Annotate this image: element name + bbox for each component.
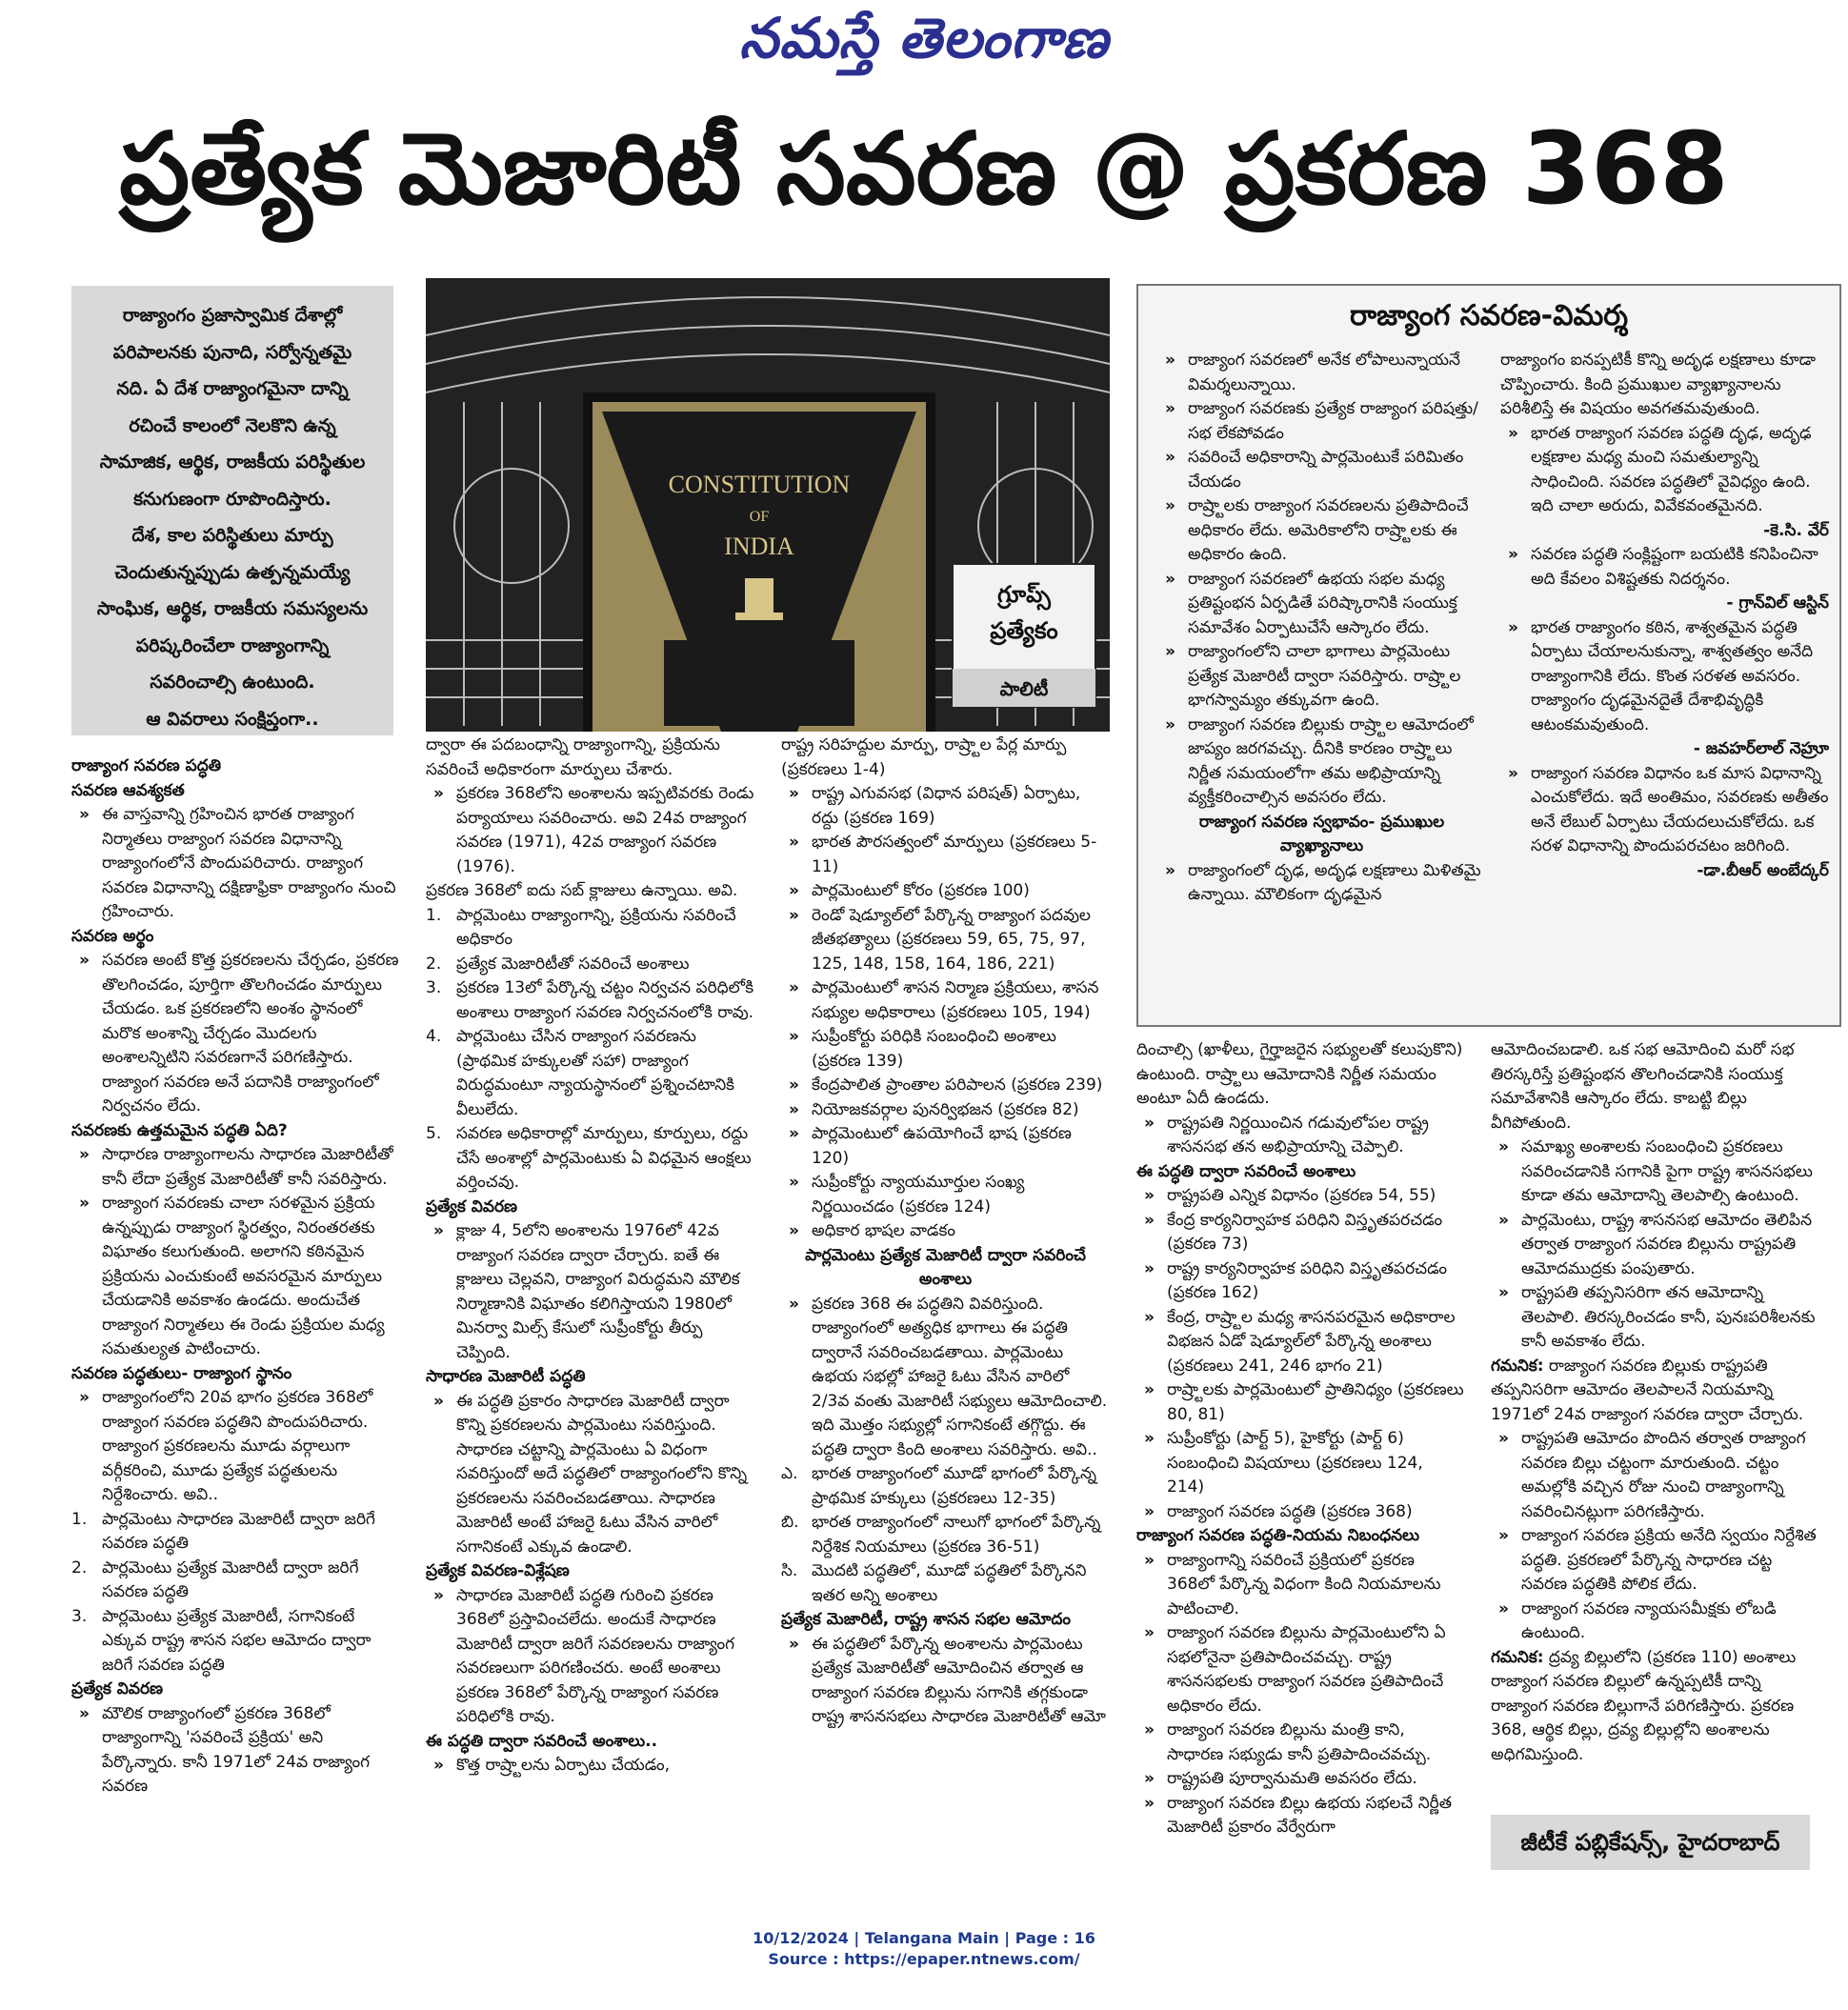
numbered-item — [781, 1559, 1110, 1608]
section-heading: రాజ్యాంగ సవరణ పద్ధతి — [71, 756, 222, 775]
bullet-item: » రాష్ర్టాలకు రాజ్యాంగ సవరణలను ప్రతిపాదించే అధికారం లేదు. అమెరికాలోని రాష్ర్టాలకు ఈ అధికారం ఉంది. — [1157, 494, 1486, 568]
bullet-item: » సవరించే అధికారాన్ని పార్లమెంటుకే పరిమితం చేయడం — [1157, 446, 1486, 494]
bullet-item: » పార్లమెంటులో కోరం (ప్రకరణ 100) — [781, 879, 1110, 904]
bullet-item: » రాష్ర్టాలకు పార్లమెంటులో ప్రాతినిధ్యం (ప్రకరణలు 80, 81) — [1136, 1378, 1465, 1427]
note-paragraph — [1491, 1646, 1819, 1768]
section-heading: ప్రత్యేక వివరణ — [71, 1679, 164, 1698]
bullet-item: » భారత రాజ్యాంగం కఠిన, శాశ్వతమైన పద్ధతి ఏర్పాటు చేయాలనుకున్నా, శాశ్వతత్వం అనేది రాజ్యాంగానికి లేదు. కొంత సరళత అవసరం. రాజ్యాంగం దృఢమైనదైతే దేశాభివృద్ధికి ఆటంకమవుతుంది. — [1500, 616, 1829, 738]
bullet-item: » ప్రకరణ 368లోని అంశాలను ఇప్పటివరకు రెండు పర్యాయాలు సవరించారు. అవి 24వ రాజ్యాంగ సవరణ (1971), 42వ రాజ్యాంగ సవరణ (1976). — [426, 782, 754, 879]
numbered-item — [426, 976, 754, 1025]
numbered-item — [71, 1508, 400, 1557]
item-text: పార్లమెంటు ప్రత్యేక మెజారిటీ, సగానికంటే ఎక్కువ రాష్ట్ర శాసన సభల ఆమోదం ద్వారా జరిగే సవరణ పద్ధతి — [102, 1606, 372, 1675]
paragraph: రాజ్యాంగం ఐనప్పటికీ కొన్ని అదృఢ లక్షణాలు కూడా చొప్పించారు. కింది ప్రముఖుల వ్యాఖ్యానాలను పరిశీలిస్తే ఈ విషయం అవగతమవుతుంది. — [1500, 351, 1817, 418]
bullet-item: » సవరణ పద్ధతి సంక్లిష్టంగా బయటికి కనిపించినా అది కేవలం విశిష్టతకు నిదర్శనం. — [1500, 543, 1829, 592]
numbered-item — [426, 904, 754, 953]
criticism-box-title: రాజ్యాంగ సవరణ-విమర్శ — [1350, 299, 1628, 332]
intro-line: నది. ఏ దేశ రాజ్యాంగమైనా దాన్ని — [116, 378, 349, 399]
numbered-item — [426, 1025, 754, 1122]
paragraph: ఆమోదించబడాలి. ఒక సభ ఆమోదించి మరో సభ తిరస్కరిస్తే ప్రతిష్టంభన తొలగించడానికి సంయుక్త సమావేశానికి ఆస్కారం లేదు. కాబట్టి బిల్లు వీగిపోతుంది. — [1491, 1040, 1795, 1133]
item-number: 3. — [71, 1606, 88, 1626]
intro-line: పరిపాలనకు పునాది, సర్వోన్నతమై — [112, 341, 352, 363]
note-paragraph — [1491, 1355, 1819, 1428]
intro-line: ఆ వివరాలు సంక్షిప్తంగా.. — [146, 708, 319, 730]
bullet-item: » రాజ్యాంగంలోని 20వ భాగం ప్రకరణ 368లో రాజ్యాంగ సవరణ పద్ధతిని పొందుపరిచారు. రాజ్యాంగ ప్రకరణలను మూడు వర్గాలుగా వర్గీకరించి, మూడు ప్రత్యేక పద్ధతులను నిర్దేశించారు. అవి.. — [71, 1386, 400, 1508]
item-number: 2. — [426, 954, 442, 974]
section-subheading: పార్లమెంటు ప్రత్యేక మెజారిటీ ద్వారా సవరించే అంశాలు — [805, 1245, 1086, 1289]
paragraph: ప్రకరణ 368లో ఐదు సబ్ క్లాజులు ఉన్నాయి. అవి. — [426, 881, 738, 900]
numbered-item — [781, 1462, 1110, 1511]
book-title-line1: CONSTITUTION — [668, 471, 851, 498]
bullet-item: » రెండో షెడ్యూల్‌లో పేర్కొన్న రాజ్యాంగ పదవుల జీతభత్యాలు (ప్రకరణలు 59, 65, 75, 97, 125, 148, 158, 164, 186, 221) — [781, 904, 1110, 977]
criticism-right-column — [1500, 349, 1829, 883]
bullet-item: » రాజ్యాంగ సవరణకు ప్రత్యేక రాజ్యాంగ పరిషత్తు/సభ లేకపోవడం — [1157, 397, 1486, 446]
item-number: 3. — [426, 978, 442, 997]
bullet-item: » రాష్ట్రపతి తప్పనిసరిగా తన ఆమోదాన్ని తెలపాలి. తిరస్కరించడం కానీ, పునఃపరిశీలనకు కానీ అవకాశం లేదు. — [1491, 1281, 1819, 1355]
bullet-item: » రాజ్యాంగ సవరణ బిల్లును పార్లమెంటులోని ఏ సభలోనైనా ప్రతిపాదించవచ్చు. రాష్ట్ర శాసనసభలకు రాజ్యాంగ సవరణ ప్రతిపాదించే అధికారం లేదు. — [1136, 1621, 1465, 1719]
bullet-item: » రాష్ట్రపతి ఎన్నిక విధానం (ప్రకరణ 54, 55) — [1136, 1184, 1465, 1209]
bullet-item: » కేంద్రపాలిత ప్రాంతాల పరిపాలన (ప్రకరణ 239) — [781, 1074, 1110, 1098]
bullet-item: » రాజ్యాంగ సవరణ బిల్లును మంత్రి కాని, సాధారణ సభ్యుడు కానీ ప్రతిపాదించవచ్చు. — [1136, 1719, 1465, 1767]
bullet-item: » రాష్ట్రపతి ఆమోదం పొందిన తర్వాత రాజ్యాంగ సవరణ బిల్లు చట్టంగా మారుతుంది. చట్టం అమల్లోకి వచ్చిన రోజు నుంచి రాజ్యాంగాన్ని సవరించినట్లుగా పరిగణిస్తారు. — [1491, 1427, 1819, 1524]
item-number: బి. — [781, 1513, 799, 1532]
bullet-item: » భారత రాజ్యాంగ సవరణ పద్ధతి దృఢ, అదృఢ లక్షణాల మధ్య మంచి సమతుల్యాన్ని సాధించింది. సవరణ పద్ధతిలో వైవిధ్యం ఉంది. ఇది చాలా అరుదు, వివేకవంతమైనది. — [1500, 422, 1829, 519]
bullet-item: » నియోజకవర్గాల పునర్విభజన (ప్రకరణ 82) — [781, 1098, 1110, 1123]
intro-line: సామాజిక, ఆర్థిక, రాజకీయ పరిస్థితుల — [99, 452, 366, 472]
intro-line: సాంఘిక, ఆర్థిక, రాజకీయ సమస్యలను — [96, 598, 369, 619]
item-number: సి. — [781, 1561, 798, 1580]
item-text: ప్రత్యేక మెజారిటీతో సవరించే అంశాలు — [456, 954, 690, 974]
note-label: గమనిక: — [1491, 1647, 1544, 1667]
item-number: 5. — [426, 1124, 442, 1143]
criticism-box — [1136, 284, 1841, 1027]
item-number: 1. — [426, 905, 442, 925]
intro-line: పరిష్కరించేలా రాజ్యాంగాన్ని — [135, 634, 330, 656]
item-text: మొదటి పద్ధతిలో, మూడో పద్ధతిలో పేర్కొనని ఇతర అన్ని అంశాలు — [812, 1561, 1087, 1605]
item-text: సవరణ అధికారాల్లో మార్పులు, కూర్పులు, రద్దు చేసే అంశాల్లో పార్లమెంటుకు ఏ విధమైన ఆంక్షలు వర్తించవు. — [456, 1124, 752, 1192]
item-text: భారత రాజ్యాంగంలో నాలుగో భాగంలో పేర్కొన్న నిర్దేశిక నియమాలు (ప్రకరణ 36-51) — [812, 1513, 1101, 1557]
bullet-item: » సాధారణ మెజారిటీ పద్ధతి గురించి ప్రకరణ 368లో ప్రస్తావించలేదు. అందుకే సాధారణ మెజారిటీ ద్వారా జరిగే సవరణలను రాజ్యాంగ సవరణలుగా పరిగణించరు. అంటే అంశాలు ప్రకరణ 368లో పేర్కొన్న రాజ్యాంగ సవరణ పరిధిలోకి రావు. — [426, 1584, 754, 1730]
numbered-item — [426, 1122, 754, 1196]
bullet-item: » ఈ వాస్తవాన్ని గ్రహించిన భారత రాజ్యాంగ నిర్మాతలు రాజ్యాంగ సవరణ విధానాన్ని రాజ్యాంగంలోనే పొందుపరిచారు. రాజ్యాంగ సవరణ విధానాన్ని దక్షిణాఫ్రికా రాజ్యాంగం నుంచి గ్రహించారు. — [71, 803, 400, 925]
section-heading: ఈ పద్ధతి ద్వారా సవరించే అంశాలు.. — [426, 1731, 658, 1751]
note-text: రాజ్యాంగ సవరణ బిల్లుకు రాష్ట్రపతి తప్పనిసరిగా ఆమోదం తెలపాలనే నియమాన్ని 1971లో 24వ రాజ్యాంగ సవరణ ద్వారా చేర్చారు. — [1491, 1356, 1804, 1424]
bullet-item: » రాజ్యాంగ సవరణలో అనేక లోపాలున్నాయనే విమర్శలున్నాయి. — [1157, 349, 1486, 397]
bullet-item: » సుప్రీంకోర్టు పరిధికి సంబంధించి అంశాలు (ప్రకరణ 139) — [781, 1025, 1110, 1074]
column-5 — [1491, 1038, 1819, 1767]
section-heading: సవరణ పద్ధతులు- రాజ్యాంగ స్థానం — [71, 1363, 292, 1383]
bullet-item: » రాజ్యాంగ సవరణ న్యాయసమీక్షకు లోబడి ఉంటుంది. — [1491, 1598, 1819, 1646]
publisher-credit: జీటీకే పబ్లికేషన్స్, హైదరాబాద్ — [1491, 1815, 1810, 1870]
footer-source-label: Source : — [768, 1950, 845, 1968]
item-number: 4. — [426, 1027, 442, 1046]
column-3 — [781, 734, 1110, 1730]
section-heading: ప్రత్యేక వివరణ-విశ్లేషణ — [426, 1561, 570, 1580]
section-heading: సవరణ అర్థం — [71, 926, 154, 946]
bullet-item: » సుప్రీంకోర్టు (పార్ట్ 5), హైకోర్టు (పార్ట్ 6) సంబంధించి విషయాలు (ప్రకరణలు 124, 214) — [1136, 1427, 1465, 1500]
headline: ప్రత్యేక మెజారిటీ సవరణ @ ప్రకరణ 368 — [119, 111, 1729, 227]
quote-attribution: -డా.బీఆర్ అంబేద్కర్ — [1697, 860, 1829, 880]
item-text: భారత రాజ్యాంగంలో మూడో భాగంలో పేర్కొన్న ప్రాథమిక హక్కులు (ప్రకరణలు 12-35) — [812, 1464, 1097, 1508]
bullet-item: » రాజ్యాంగ సవరణ బిల్లుకు రాష్ర్టాల ఆమోదంలో జాప్యం జరగవచ్చు. దీనికి కారణం రాష్ర్టాలు నిర్ణీత సమయంలోగా తమ అభిప్రాయాన్ని వ్యక్తీకరించాల్సిన అవసరం లేదు. — [1157, 714, 1486, 811]
intro-line: రాజ్యాంగం ప్రజాస్వామిక దేశాల్లో — [122, 305, 343, 326]
item-text: పార్లమెంటు సాధారణ మెజారిటీ ద్వారా జరిగే సవరణ పద్ధతి — [102, 1509, 375, 1553]
bullet-item: » పార్లమెంటు, రాష్ట్ర శాసనసభ ఆమోదం తెలిపిన తర్వాత రాజ్యాంగ సవరణ బిల్లును రాష్ట్రపతి ఆమోదముద్రకు పంపుతారు. — [1491, 1209, 1819, 1282]
numbered-item — [781, 1511, 1110, 1559]
masthead-logo: నమస్తే తెలంగాణ — [739, 6, 1109, 70]
bullet-item: » రాజ్యాంగ సవరణ విధానం ఒక మాస విధానాన్ని ఎంచుకోలేదు. ఇదే అంతిమం, సవరణకు అతీతం అనే లేబుల్ ఏర్పాటు చేయదలుచుకోలేదు. ఒక సరళ విధానాన్ని పొందుపరచటం జరిగింది. — [1500, 762, 1829, 859]
intro-line: కనుగుణంగా రూపొందిస్తారు. — [133, 488, 331, 510]
column-1 — [71, 754, 400, 1799]
bullet-item: » పార్లమెంటులో శాసన నిర్మాణ ప్రక్రియలు, శాసన సభ్యుల అధికారాలు (ప్రకరణలు 105, 194) — [781, 976, 1110, 1025]
bullet-item: » కేంద్ర, రాష్ర్టాల మధ్య శాసనపరమైన అధికారాల విభజన ఏడో షెడ్యూల్‌లో పేర్కొన్న అంశాలు (ప్రకరణలు 241, 246 భాగం 21) — [1136, 1306, 1465, 1379]
bullet-item: » ఈ పద్ధతి ప్రకారం సాధారణ మెజారిటీ ద్వారా కొన్ని ప్రకరణలను పార్లమెంటు సవరిస్తుంది. సాధారణ చట్టాన్ని పార్లమెంటు ఏ విధంగా సవరిస్తుందో అదే పద్ధతిలో రాజ్యాంగంలోని కొన్ని ప్రకరణలను సవరించబడతాయి. సాధారణ మెజారిటీ అంటే హాజరై ఓటు వేసిన వారిలో సగానికంటే ఎక్కువ ఉండాలి. — [426, 1390, 754, 1560]
item-text: పార్లమెంటు రాజ్యాంగాన్ని, ప్రక్రియను సవరించే అధికారం — [456, 905, 736, 949]
numbered-item — [71, 1605, 400, 1678]
bullet-item: » సుప్రీంకోర్టు న్యాయమూర్తుల సంఖ్య నిర్ణయించడం (ప్రకరణ 124) — [781, 1171, 1110, 1219]
item-number: 2. — [71, 1558, 88, 1578]
item-number: ఎ. — [781, 1464, 798, 1483]
bullet-item: » రాష్ట్ర కార్యనిర్వాహక పరిధిని విస్తృతపరచడం (ప్రకరణ 162) — [1136, 1257, 1465, 1306]
item-text: పార్లమెంటు చేసిన రాజ్యాంగ సవరణను (ప్రాథమిక హక్కులతో సహా) రాజ్యాంగ విరుద్ధమంటూ న్యాయస్థానంలో ప్రశ్నించటానికి వీలులేదు. — [456, 1027, 735, 1119]
bullet-item: » రాజ్యాంగ సవరణ ప్రక్రియ అనేది స్వయం నిర్దేశిత పద్ధతి. ప్రకరణలో పేర్కొన్న సాధారణ చట్ట సవరణ పద్ధతికి పోలిక లేదు. — [1491, 1524, 1819, 1598]
badge-line2: ప్రత్యేకం — [990, 617, 1058, 644]
constitution-photo — [426, 278, 1110, 732]
section-heading: ఈ పద్ధతి ద్వారా సవరించే అంశాలు — [1136, 1161, 1356, 1181]
quote-attribution: - జవహర్‌లాల్ నెహ్రూ — [1693, 739, 1829, 758]
bullet-item: » రాష్ట్రపతి పూర్వానుమతి అవసరం లేదు. — [1136, 1767, 1465, 1792]
section-heading: సాధారణ మెజారిటీ పద్ధతి — [426, 1367, 586, 1386]
bullet-item: » రాజ్యాంగ సవరణ పద్ధతి (ప్రకరణ 368) — [1136, 1500, 1465, 1525]
footer-source-link[interactable]: https://epaper.ntnews.com/ — [844, 1950, 1080, 1968]
bullet-item: » భారత పౌరసత్వంలో మార్పులు (ప్రకరణలు 5-11) — [781, 831, 1110, 879]
bullet-item: » కొత్త రాష్ర్టాలను ఏర్పాటు చేయడం, — [426, 1754, 754, 1779]
section-heading: సవరణ ఆవశ్యకత — [71, 780, 185, 800]
section-heading: ప్రత్యేక మెజారిటీ, రాష్ట్ర శాసన సభల ఆమోదం — [781, 1610, 1072, 1629]
bullet-item: » సవరణ అంటే కొత్త ప్రకరణలను చేర్చడం, ప్రకరణ తొలగించడం, పూర్తిగా తొలగించడం మార్పులు చేయడం. ఒక ప్రకరణలోని అంశం స్థానంలో మరొక అంశాన్ని చేర్చడం మొదలగు అంశాలన్నిటిని సవరణగానే పరిగణిస్తారు. రాజ్యాంగ సవరణ అనే పదానికి రాజ్యాంగంలో నిర్వచనం లేదు. — [71, 949, 400, 1119]
bullet-item: » రాష్ట్రపతి నిర్ణయించిన గడువులోపల రాష్ట్ర శాసనసభ తన అభిప్రాయాన్ని చెప్పాలి. — [1136, 1112, 1465, 1160]
intro-line: సవరించాల్సి ఉంటుంది. — [150, 672, 315, 693]
bullet-item: » రాజ్యాంగంలోని చాలా భాగాలు పార్లమెంటు ప్రత్యేక మెజారిటీ ద్వారా సవరిస్తారు. రాష్ర్టాల భాగస్వామ్యం తక్కువగా ఉంది. — [1157, 640, 1486, 714]
bullet-item: » రాజ్యాంగ సవరణలో ఉభయ సభల మధ్య ప్రతిష్టంభన ఏర్పడితే పరిష్కారానికి సంయుక్త సమావేశం ఏర్పాటుచేసే ఆస్కారం లేదు. — [1157, 568, 1486, 641]
bullet-item: » క్లాజు 4, 5లోని అంశాలను 1976లో 42వ రాజ్యాంగ సవరణ ద్వారా చేర్చారు. ఐతే ఈ క్లాజులు చెల్లవని, రాజ్యాంగ విరుద్ధమని మౌలిక నిర్మాణానికి విఘాతం కలిగిస్తాయని 1980లో మినర్వా మిల్స్ కేసులో సుప్రీంకోర్టు తీర్పు చెప్పింది. — [426, 1219, 754, 1365]
numbered-item — [71, 1557, 400, 1605]
bullet-item: » కేంద్ర కార్యనిర్వాహక పరిధిని విస్తృతపరచడం (ప్రకరణ 73) — [1136, 1209, 1465, 1257]
footer-date-page: 10/12/2024 | Telangana Main | Page : 16 — [753, 1929, 1095, 1947]
section-heading: ప్రత్యేక వివరణ — [426, 1196, 518, 1216]
column-4 — [1136, 1038, 1465, 1840]
intro-box — [71, 286, 393, 735]
bullet-item: » రాజ్యాంగ సవరణ బిల్లు ఉభయ సభలచే నిర్ణీత మెజారిటీ ప్రకారం వేర్వేరుగా — [1136, 1792, 1465, 1840]
paragraph: రాష్ట్ర సరిహద్దుల మార్పు, రాష్ర్టాల పేర్ల మార్పు (ప్రకరణలు 1-4) — [781, 735, 1067, 779]
bullet-item: » రాజ్యాంగాన్ని సవరించే ప్రక్రియలో ప్రకరణ 368లో పేర్కొన్న విధంగా కింది నియమాలను పాటించాలి. — [1136, 1549, 1465, 1622]
paragraph: ద్వారా ఈ పదబంధాన్ని రాజ్యాంగాన్ని, ప్రక్రియను సవరించే అధికారంగా మార్పులు చేశారు. — [426, 735, 720, 779]
item-number: 1. — [71, 1509, 88, 1529]
book-title-line3: INDIA — [724, 533, 794, 560]
numbered-item — [426, 953, 754, 977]
note-label: గమనిక: — [1491, 1356, 1544, 1376]
bullet-item: » పార్లమెంటులో ఉపయోగించే భాష (ప్రకరణ 120) — [781, 1122, 1110, 1171]
section-heading: రాజ్యాంగ సవరణ పద్ధతి-నియమ నిబంధనలు — [1136, 1526, 1419, 1545]
criticism-left-column — [1157, 349, 1486, 908]
note-text: ద్రవ్య బిల్లులోని (ప్రకరణ 110) అంశాలు రాజ్యాంగ సవరణ బిల్లులో ఉన్నప్పటికీ దాన్ని రాజ్యాంగ సవరణ బిల్లుగానే పరిగణిస్తారు. ప్రకరణ 368, ఆర్థిక బిల్లు, ద్రవ్య బిల్లుల్లోని అంశాలను అధిగమిస్తుంది. — [1491, 1647, 1797, 1764]
intro-line: చెందుతున్నప్పుడు ఉత్పన్నమయ్యే — [114, 561, 351, 583]
intro-line: దేశ, కాల పరిస్థితులు మార్పు — [131, 525, 333, 546]
bullet-item: » రాజ్యాంగ సవరణకు చాలా సరళమైన ప్రక్రియ ఉన్నప్పుడు రాజ్యాంగ స్థిరత్వం, నిరంతరతకు విఘాతం కలుగుతుంది. అలాగని కఠినమైన ప్రక్రియను ఎంచుకుంటే అవసరమైన మార్పులు చేయడానికి అవకాశం ఉండదు. అందుచేత రాజ్యాంగ నిర్మాతలు ఈ రెండు ప్రక్రియల మధ్య సమతుల్యత పాటించారు. — [71, 1192, 400, 1362]
quote-attribution: - గ్రాన్‌విల్ ఆస్టిన్ — [1726, 593, 1829, 613]
bullet-item: » రాష్ట్ర ఎగువసభ (విధాన పరిషత్) ఏర్పాటు, రద్దు (ప్రకరణ 169) — [781, 782, 1110, 831]
intro-line: రచించే కాలంలో నెలకొని ఉన్న — [129, 414, 336, 436]
quote-attribution: -కె.సి. వేర్ — [1763, 520, 1829, 540]
badge-line1: గ్రూప్స్ — [997, 581, 1051, 608]
page-footer — [0, 1928, 1848, 1970]
bullet-item: » సమాఖ్య అంశాలకు సంబంధించి ప్రకరణలు సవరించడానికి సగానికి పైగా రాష్ట్ర శాసనసభలు కూడా తమ ఆమోదాన్ని తెలపాల్సి ఉంటుంది. — [1491, 1136, 1819, 1209]
item-text: ప్రకరణ 13లో పేర్కొన్న చట్టం నిర్వచన పరిధిలోకి అంశాలు రాజ్యాంగ సవరణ నిర్వచనంలోకి రావు. — [456, 978, 754, 1022]
item-text: పార్లమెంటు ప్రత్యేక మెజారిటీ ద్వారా జరిగే సవరణ పద్ధతి — [102, 1558, 359, 1601]
bullet-item: » సాధారణ రాజ్యాంగాలను సాధారణ మెజారిటీతో కానీ లేదా ప్రత్యేక మెజారిటీతో కానీ సవరిస్తారు. — [71, 1143, 400, 1192]
bullet-item: » ప్రకరణ 368 ఈ పద్ధతిని వివరిస్తుంది. రాజ్యాంగంలో అత్యధిక భాగాలు ఈ పద్ధతి ద్వారానే సవరించబడతాయి. పార్లమెంటు ఉభయ సభల్లో హాజరై ఓటు వేసిన వారిలో 2/3వ వంతు మెజారిటీ సభ్యులు ఆమోదించాలి. ఇది మొత్తం సభ్యుల్లో సగానికంటే తగ్గొద్దు. ఈ పద్ధతి ద్వారా కింది అంశాలు సవరిస్తారు. అవి.. — [781, 1293, 1110, 1463]
bullet-item: » అధికార భాషల వాడకం — [781, 1219, 1110, 1244]
bullet-item: » మౌలిక రాజ్యాంగంలో ప్రకరణ 368లో రాజ్యాంగాన్ని 'సవరించే ప్రక్రియ' అని పేర్కొన్నారు. కానీ 1971లో 24వ రాజ్యాంగ సవరణ — [71, 1702, 400, 1799]
bullet-item: » రాజ్యాంగంలో దృఢ, అదృఢ లక్షణాలు మిళితమై ఉన్నాయి. మౌలికంగా దృఢమైన — [1157, 859, 1486, 908]
paragraph: దించాల్సి (ఖాళీలు, గైర్హాజరైన సభ్యులతో కలుపుకొని) ఉంటుంది. రాష్ర్టాలు ఆమోదానికి నిర్ణీత సమయం అంటూ ఏదీ ఉండదు. — [1136, 1040, 1463, 1108]
book-title-line2: OF — [749, 509, 770, 525]
bullet-item: » ఈ పద్ధతిలో పేర్కొన్న అంశాలను పార్లమెంటు ప్రత్యేక మెజారిటీతో ఆమోదించిన తర్వాత ఆ రాజ్యాంగ సవరణ బిల్లును సగానికి తగ్గకుండా రాష్ట్ర శాసనసభలు సాధారణ మెజారిటీతో ఆమో — [781, 1633, 1110, 1730]
badge-tag: పాలిటీ — [999, 677, 1049, 700]
column-2 — [426, 734, 754, 1779]
section-subheading: రాజ్యాంగ సవరణ స్వభావం- ప్రముఖుల వ్యాఖ్యానాలు — [1198, 812, 1445, 855]
section-heading: సవరణకు ఉత్తమమైన పద్ధతి ఏది? — [71, 1120, 288, 1140]
